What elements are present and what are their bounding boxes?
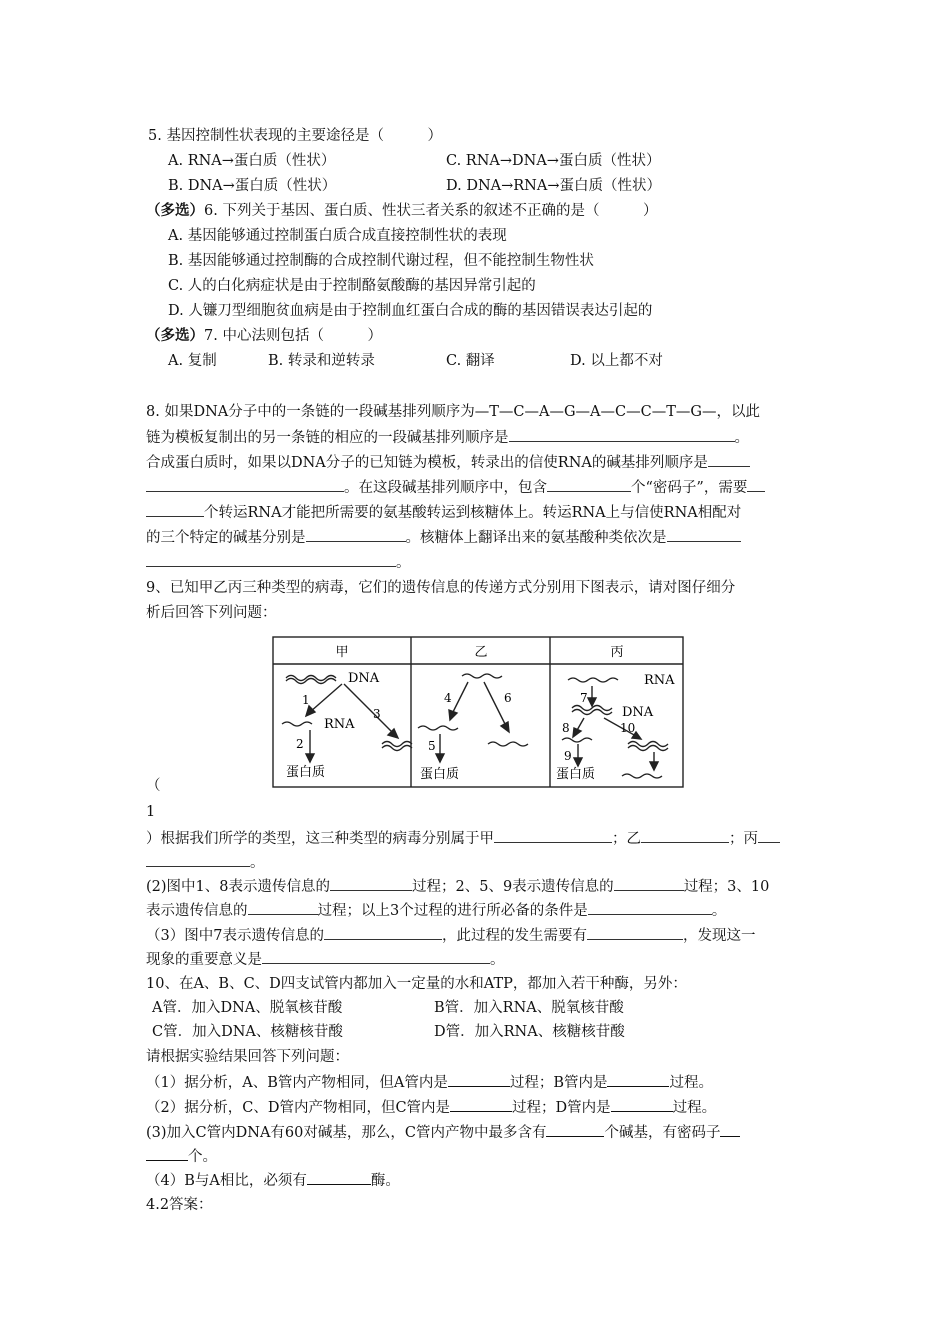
answer-blank[interactable]: [547, 477, 631, 492]
figure-col-bing: 丙: [610, 645, 624, 660]
q9-text: ，发现这一: [682, 928, 756, 944]
q7-option-b: B. 转录和逆转录: [268, 353, 375, 369]
q10-p2-line: [146, 1097, 716, 1118]
q10-intro: 请根据实验结果回答下列问题：: [146, 1049, 349, 1065]
q10-text: 个。: [188, 1149, 217, 1165]
q9-text: 表示遗传信息的: [146, 903, 248, 919]
answer-blank[interactable]: [708, 452, 750, 467]
figure-step-number: 10: [620, 721, 636, 735]
figure-col-jia: 甲: [335, 645, 349, 660]
q9-p2-line-2: [146, 900, 726, 921]
q9-text: 过程；2、5、9表示遗传信息的: [412, 879, 614, 895]
q9-p1-line-2: [146, 852, 265, 873]
q7-option-d: D. 以上都不对: [570, 353, 663, 369]
q10-text: （1）据分析，A、B管内产物相同，但A管内是: [146, 1075, 448, 1091]
q10-tube-a: A管．加入DNA、脱氧核苷酸: [152, 1000, 343, 1016]
q9-p2-line: [146, 876, 769, 897]
q9-text: ，此过程的发生需要有: [441, 928, 587, 944]
q10-p3-line-2: [146, 1146, 217, 1167]
answer-blank[interactable]: [307, 1170, 371, 1185]
q8-text: 链为模板复制出的另一条链的相应的一段碱基排列顺序是: [146, 430, 509, 446]
answer-heading: 4.2答案：: [146, 1197, 213, 1213]
q10-tube-b: B管．加入RNA、脱氧核苷酸: [434, 1000, 624, 1016]
q5-stem: 5. 基因控制性状表现的主要途径是（ ）: [148, 128, 442, 144]
figure-step-number: 2: [296, 737, 304, 751]
q9-text: （3）图中7表示遗传信息的: [146, 928, 324, 944]
answer-blank[interactable]: [146, 552, 396, 567]
answer-blank[interactable]: [146, 477, 344, 492]
figure-dna-label: DNA: [622, 705, 654, 720]
q9-text: 。: [711, 903, 727, 919]
answer-blank[interactable]: [641, 828, 729, 843]
q10-tube-c: C管．加入DNA、核糖核苷酸: [152, 1024, 343, 1040]
answer-blank[interactable]: [667, 527, 741, 542]
q7-stem: 7. 中心法则包括（ ）: [204, 328, 382, 344]
figure-protein-label: 蛋白质: [420, 767, 460, 782]
q9-line-2: 析后回答下列问题：: [146, 605, 277, 621]
q6-multi-tag: （多选）: [146, 202, 204, 219]
answer-blank[interactable]: [450, 1097, 512, 1112]
figure-col-yi: 乙: [474, 645, 488, 660]
answer-blank[interactable]: [747, 477, 765, 492]
q10-text: 酶。: [370, 1173, 400, 1189]
answer-blank[interactable]: [758, 828, 780, 843]
q8-text: 。核糖体上翻译出来的氨基酸种类依次是: [405, 530, 667, 546]
q8-text: 合成蛋白质时，如果以DNA分子的已知链为模板，转录出的信使RNA的碱基排列顺序是: [146, 455, 708, 471]
q10-line-1: 10、在A、B、C、D四支试管内都加入一定量的水和ATP，都加入若干种酶，另外：: [146, 976, 687, 992]
q9-text: 过程；3、10: [683, 879, 770, 895]
q7-stem-line: [146, 326, 382, 346]
q6-option-d: D. 人镰刀型细胞贫血病是由于控制血红蛋白合成的酶的基因错误表达引起的: [168, 303, 653, 319]
q5-option-d: D. DNA→RNA→蛋白质（性状）: [446, 178, 661, 194]
q9-text: 现象的重要意义是: [146, 952, 262, 968]
q8-line-3: [146, 452, 750, 473]
q5-option-b: B. DNA→蛋白质（性状）: [168, 178, 337, 194]
answer-blank[interactable]: [509, 427, 735, 442]
wavy-strand-icon: [418, 674, 528, 746]
q10-p3-line: [146, 1122, 740, 1143]
figure-rna-label: RNA: [644, 673, 675, 688]
answer-blank[interactable]: [607, 1072, 669, 1087]
figure-protein-label: 蛋白质: [286, 765, 326, 780]
q8-line-2: [146, 427, 749, 448]
q10-p1-line: [146, 1072, 713, 1093]
q5-option-c: C. RNA→DNA→蛋白质（性状）: [446, 153, 661, 169]
answer-blank[interactable]: [146, 852, 250, 867]
q10-text: （4）B与A相比，必须有: [146, 1173, 307, 1189]
answer-blank[interactable]: [494, 828, 612, 843]
q6-stem-line: [146, 201, 657, 221]
answer-blank[interactable]: [262, 949, 490, 964]
answer-blank[interactable]: [306, 527, 406, 542]
q9-text: ）根据我们所学的类型，这三种类型的病毒分别属于甲: [146, 831, 494, 847]
answer-blank[interactable]: [248, 900, 318, 915]
q10-text: 过程；B管内是: [509, 1075, 608, 1091]
answer-blank[interactable]: [588, 900, 712, 915]
q5-option-a: A. RNA→蛋白质（性状）: [168, 153, 336, 169]
q8-line-1: 8. 如果DNA分子中的一条链的一段碱基排列顺序为—T—C—A—G—A—C—C—T—G—，以此: [146, 404, 760, 420]
q8-text: 个转运RNA才能把所需要的氨基酸转运到核糖体上。转运RNA上与信使RNA相配对: [204, 505, 742, 521]
figure-step-number: 5: [428, 739, 436, 753]
answer-blank[interactable]: [448, 1072, 510, 1087]
answer-blank[interactable]: [146, 502, 204, 517]
q6-option-a: A. 基因能够通过控制蛋白质合成直接控制性状的表现: [168, 228, 507, 244]
answer-blank[interactable]: [614, 876, 684, 891]
q9-p1-number: 1: [146, 804, 156, 820]
q10-text: 个碱基，有密码子: [604, 1125, 721, 1141]
answer-blank[interactable]: [330, 876, 412, 891]
figure-rna-label: RNA: [324, 717, 355, 732]
q10-text: 过程；D管内是: [512, 1100, 611, 1116]
figure-step-number: 9: [564, 749, 572, 763]
q7-multi-tag: （多选）: [146, 327, 204, 344]
q9-text: (2)图中1、8表示遗传信息的: [146, 879, 330, 895]
figure-protein-label: 蛋白质: [556, 767, 596, 782]
q6-stem: 6. 下列关于基因、蛋白质、性状三者关系的叙述不正确的是（ ）: [204, 203, 658, 219]
q7-option-c: C. 翻译: [446, 353, 495, 369]
q9-p3-line-2: [146, 949, 505, 970]
q8-line-4: [146, 477, 765, 498]
figure-step-number: 1: [302, 693, 310, 707]
answer-blank[interactable]: [546, 1122, 604, 1137]
q10-text: 过程。: [669, 1075, 713, 1091]
q7-option-a: A. 复制: [168, 353, 217, 369]
q9-p3-line: [146, 925, 755, 946]
answer-blank[interactable]: [146, 1146, 188, 1161]
q9-text: 。: [250, 855, 265, 871]
answer-blank[interactable]: [611, 1097, 673, 1112]
q8-line-6: [146, 527, 741, 548]
answer-blank[interactable]: [587, 925, 683, 940]
q8-text: 。在这段碱基排列顺序中，包含: [344, 480, 547, 496]
q8-text: 的三个特定的碱基分别是: [146, 530, 306, 546]
q6-option-c: C. 人的白化病症状是由于控制酪氨酸酶的基因异常引起的: [168, 278, 536, 294]
q9-text: 过程；以上3个过程的进行所必备的条件是: [317, 903, 588, 919]
q9-p1-line: [146, 828, 780, 849]
answer-blank[interactable]: [720, 1122, 740, 1137]
answer-blank[interactable]: [324, 925, 442, 940]
q10-text: (3)加入C管内DNA有60对碱基，那么，C管内产物中最多含有: [146, 1125, 547, 1141]
figure-step-number: 6: [504, 691, 512, 705]
figure-step-number: 4: [444, 691, 452, 705]
q8-line-7: [146, 552, 411, 573]
q8-text: 个“密码子”，需要: [631, 480, 748, 496]
q8-line-5: [146, 502, 741, 523]
figure-step-number: 7: [580, 691, 588, 705]
figure-dna-label: DNA: [348, 671, 380, 686]
q9-line-1: 9、已知甲乙丙三种类型的病毒，它们的遗传信息的传递方式分别用下图表示，请对图仔细分: [146, 580, 736, 596]
q9-p1-open-paren: （: [146, 778, 161, 794]
virus-information-flow-diagram: [272, 636, 684, 788]
q6-option-b: B. 基因能够通过控制酶的合成控制代谢过程，但不能控制生物性状: [168, 253, 594, 269]
q9-text: ；丙: [729, 831, 758, 847]
q8-text: 。: [734, 430, 749, 446]
q10-text: （2）据分析，C、D管内产物相同，但C管内是: [146, 1100, 451, 1116]
q9-text: ；乙: [612, 831, 641, 847]
q8-text: 。: [396, 555, 411, 571]
q10-p4-line: [146, 1170, 400, 1191]
q9-text: 。: [490, 952, 505, 968]
q10-text: 过程。: [672, 1100, 717, 1116]
figure-step-number: 3: [373, 707, 381, 721]
figure-step-number: 8: [562, 721, 570, 735]
q10-tube-d: D管．加入RNA、核糖核苷酸: [434, 1024, 625, 1040]
